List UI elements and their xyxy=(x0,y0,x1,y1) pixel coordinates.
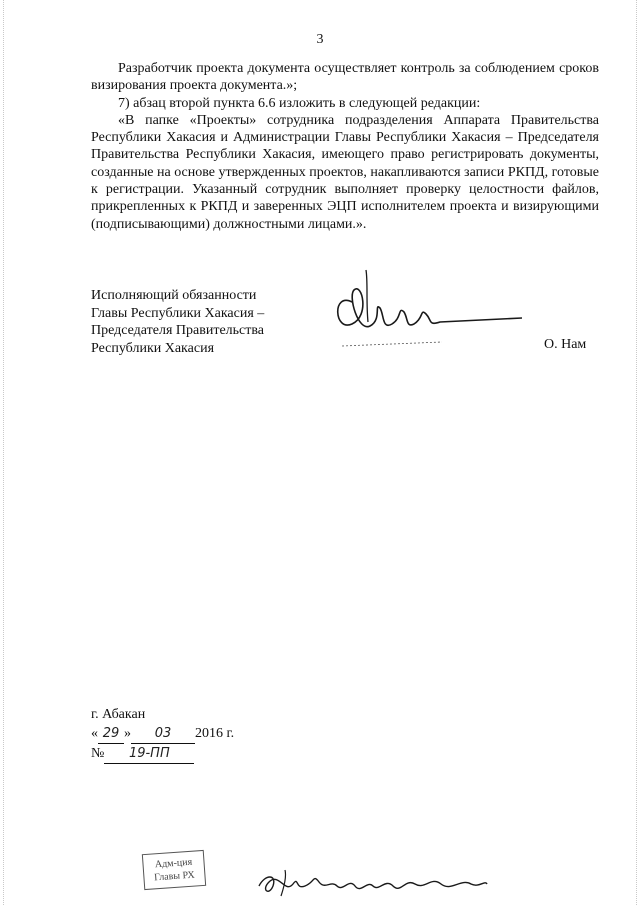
date-day: 29 xyxy=(98,724,124,744)
date-year: 2016 г. xyxy=(195,726,235,741)
signer-name: О. Нам xyxy=(544,337,587,352)
signer-line-1: Исполняющий обязанности xyxy=(91,288,257,303)
handwritten-note xyxy=(255,860,490,900)
signer-line-2: Главы Республики Хакасия – xyxy=(91,305,265,321)
city: г. Абакан xyxy=(91,707,146,722)
page-number: 3 xyxy=(316,32,324,47)
document-body xyxy=(91,60,599,233)
place-date-number xyxy=(91,705,234,764)
number-line: № 19-ПП xyxy=(91,744,234,764)
signature-o-nam xyxy=(322,262,522,352)
signer-line-3: Председателя Правительства xyxy=(91,323,265,338)
signer-line-4: Республики Хакасия xyxy=(91,340,215,356)
signer-title xyxy=(91,287,291,357)
paragraph-3: «В папке «Проекты» сотрудника подразделения Аппарата Правительства Республики Хакасия и Администрации Главы Республики Хакасия – Председателя Правительства Республики Хакасия, имеющего право регистрировать документы, созданные на основе утвержденных проектов, накапливаются записи РКПД, готовые к регистрации. Указанный сотрудник выполняет проверку целостности файлов, прикрепленных к РКПД и заверенных ЭЦП исполнителем проекта и визирующими (подписывающими) должностными лицами.». xyxy=(91,112,599,232)
scan-edge-left xyxy=(3,0,5,905)
document-number: 19-ПП xyxy=(104,744,194,764)
registration-stamp: Адм-ция Главы РХ xyxy=(142,850,206,890)
paragraph-2: 7) абзац второй пункта 6.6 изложить в следующей редакции: xyxy=(118,95,481,111)
date-line: « 29 » 03 2016 г. xyxy=(91,724,234,744)
paragraph-1: Разработчик проекта документа осуществляет контроль за соблюдением сроков визирования проекта документа.»; xyxy=(91,61,599,94)
scan-edge-right xyxy=(636,0,638,905)
date-month: 03 xyxy=(131,724,195,744)
